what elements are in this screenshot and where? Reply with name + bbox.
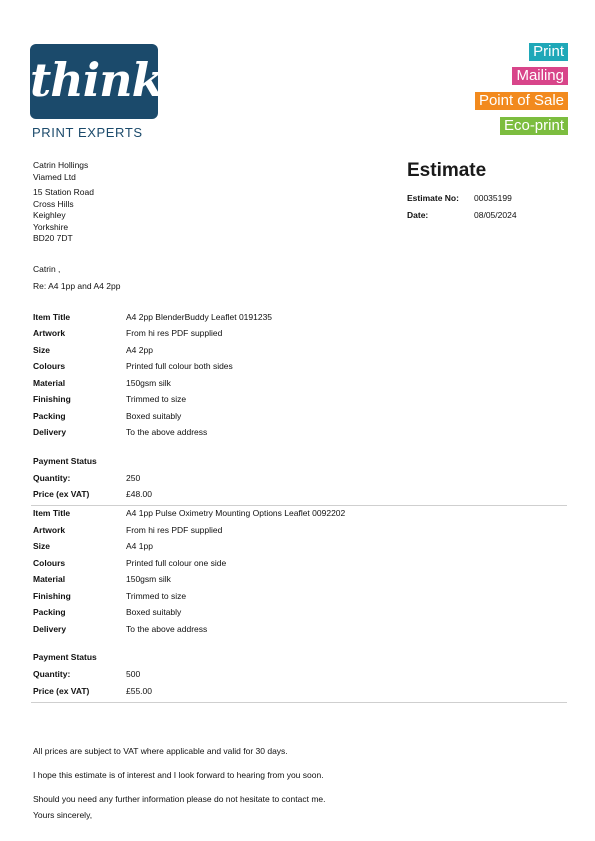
item-row-label: Artwork xyxy=(33,328,66,338)
address-line: Cross Hills xyxy=(33,198,74,209)
item-row-value: Boxed suitably xyxy=(126,411,182,421)
estimate-number-label: Estimate No: xyxy=(407,193,459,203)
recipient-company: Viamed Ltd xyxy=(33,171,76,182)
item-row-label: Colours xyxy=(33,361,66,371)
item-row-label: Size xyxy=(33,541,51,551)
item-row-label: Colours xyxy=(33,558,66,568)
sign-off: Yours sincerely, xyxy=(33,810,93,820)
item-row-label: Size xyxy=(33,345,51,355)
item-divider xyxy=(31,505,567,506)
quantity-label: Quantity: xyxy=(33,473,71,483)
item-row-value: A4 1pp xyxy=(126,541,153,551)
item-row-label: Delivery xyxy=(33,624,67,634)
item-divider xyxy=(31,702,567,703)
address-line: 15 Station Road xyxy=(33,187,94,197)
item-row-label: Item Title xyxy=(33,312,71,322)
item-row-label: Finishing xyxy=(33,591,71,601)
item-row-value: Trimmed to size xyxy=(126,394,187,404)
address-line: Yorkshire xyxy=(33,221,69,232)
date-label: Date: xyxy=(407,210,429,220)
item-row-value: Trimmed to size xyxy=(126,591,187,601)
item-row-label: Packing xyxy=(33,411,66,421)
company-tagline: PRINT EXPERTS xyxy=(32,125,143,140)
item-row-label: Item Title xyxy=(33,508,71,518)
quantity-label: Quantity: xyxy=(33,669,71,679)
subject-line: Re: A4 1pp and A4 2pp xyxy=(33,281,121,291)
closing-note: I hope this estimate is of interest and I look forward to hearing from you soon. xyxy=(33,770,324,780)
vat-note: All prices are subject to VAT where applicable and valid for 30 days. xyxy=(33,746,288,756)
item-row-label: Material xyxy=(33,378,66,388)
service-badge-print: Print xyxy=(529,43,568,61)
item-row-value: From hi res PDF supplied xyxy=(126,328,223,338)
recipient-block xyxy=(33,160,94,245)
document-title: Estimate xyxy=(407,160,487,181)
item-row-label: Material xyxy=(33,574,66,584)
item-row-value: From hi res PDF supplied xyxy=(126,525,223,535)
item-row-label: Finishing xyxy=(33,394,71,404)
item-row-value: Boxed suitably xyxy=(126,607,182,617)
item-row-label: Artwork xyxy=(33,525,66,535)
salutation: Catrin , xyxy=(33,264,61,274)
service-badge-eco-print: Eco-print xyxy=(500,117,568,135)
item-row-value: Printed full colour both sides xyxy=(126,361,233,371)
item-row-value: 150gsm silk xyxy=(126,378,171,388)
price-label: Price (ex VAT) xyxy=(33,686,90,696)
item-row-value: To the above address xyxy=(126,624,208,634)
price-value: £48.00 xyxy=(126,489,152,499)
quantity-value: 250 xyxy=(126,473,141,483)
item-row-label: Packing xyxy=(33,607,66,617)
address-line: BD20 7DT xyxy=(33,233,73,243)
price-label: Price (ex VAT) xyxy=(33,489,90,499)
item-row-label: Delivery xyxy=(33,427,67,437)
service-badge-point-of-sale: Point of Sale xyxy=(475,92,568,110)
item-row-value: A4 2pp xyxy=(126,345,153,355)
logo-text: think xyxy=(30,53,163,107)
item-row-value: A4 1pp Pulse Oximetry Mounting Options Leaflet 0092202 xyxy=(126,508,346,518)
item-row-value: 150gsm silk xyxy=(126,574,171,584)
recipient-name: Catrin Hollings xyxy=(33,160,89,170)
quantity-value: 500 xyxy=(126,669,141,679)
estimate-number: 00035199 xyxy=(474,193,512,203)
payment-status-heading: Payment Status xyxy=(33,652,97,662)
item-row-value: To the above address xyxy=(126,427,208,437)
date-value: 08/05/2024 xyxy=(474,210,517,220)
price-value: £55.00 xyxy=(126,686,152,696)
address-line: Keighley xyxy=(33,210,66,220)
item-row-value: A4 2pp BlenderBuddy Leaflet 0191235 xyxy=(126,312,273,322)
payment-status-heading: Payment Status xyxy=(33,456,97,466)
service-badge-mailing: Mailing xyxy=(512,67,568,85)
item-row-value: Printed full colour one side xyxy=(126,558,227,568)
contact-note: Should you need any further information please do not hesitate to contact me. xyxy=(33,794,326,804)
